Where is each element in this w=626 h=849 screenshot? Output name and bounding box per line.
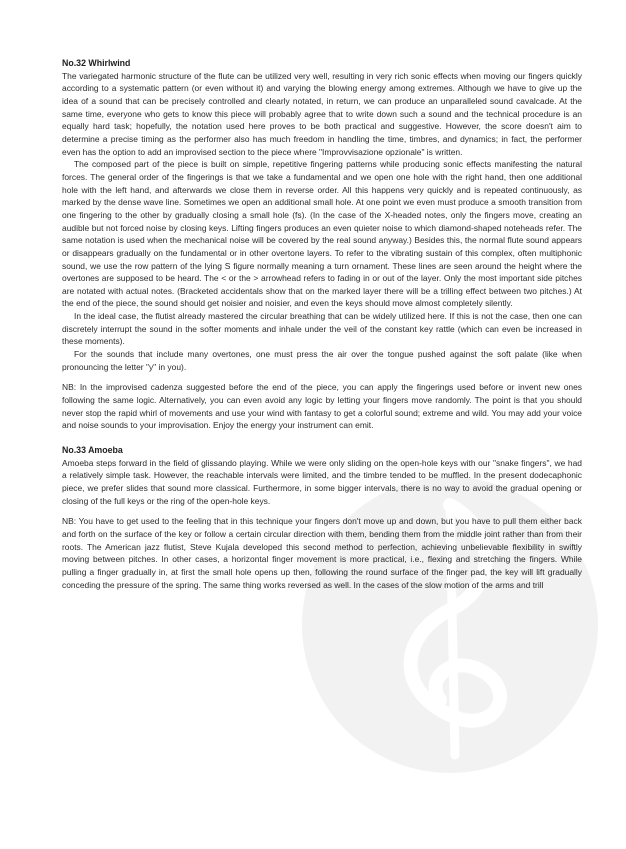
paragraph: Amoeba steps forward in the field of glissando playing. While we were only sliding on the open-hole keys with our "snake fingers", we had a relatively simple task. However, the reachable intervals were limited, and the timbre tended to be muffled. In the present dodecaphonic piece, we prefer slides that sound more classical. Furthermore, in some bigger intervals, there is no way to avoid the gradual opening or closing of the full keys or the ring of the open-hole keys.	[62, 457, 582, 506]
paragraph: The variegated harmonic structure of the flute can be utilized very well, resulting in very rich sonic effects when moving our fingers quickly according to a systematic pattern (or even without it) and varying the blowing energy among extremes. Although we have to give up the idea of a sound that can be precisely controlled and clearly notated, in return, we can produce an unparalleled sound cavalcade. At the same time, everyone who gets to know this piece will probably agree that to write down such a sound and the technical procedure is an equally hard task; hopefully, the notation used here proves to be both practical and suggestive. However, the score doesn't aim to determine a precise timing as the performer also has much freedom in handling the time, timbres, and dynamics; in fact, the performer even has the option to add an improvised section to the piece where "Improvvisazione opzionale" is written.	[62, 70, 582, 157]
paragraph: For the sounds that include many overtones, one must press the air over the tongue pushed against the soft palate (like when pronouncing the letter "y" in you).	[62, 349, 582, 372]
section-title-amoeba: No.33 Amoeba	[62, 445, 123, 456]
nb-note: NB: In the improvised cadenza suggested before the end of the piece, you can apply the fingerings used before or invent new ones following the same logic. Alternatively, you can even avoid any logic by letting your fingers move randomly. The point is that you should never stop the rapid whirl of movements and use your wind with fantasy to get a colorful sound; extreme and wild. You may add your voice and noise sounds to your improvisation. Enjoy the energy your instrument can emit.	[62, 382, 582, 431]
nb-note: NB: You have to get used to the feeling that in this technique your fingers don't move up and down, but you have to pull them either back and forth on the surface of the key or follow a certain circular direction with them, bending them from the middle joint rather than from their roots. The American jazz flutist, Steve Kujala developed this second method to perfection, achieving unbelievable flexibility in swiftly moving between pitches. In other cases, a horizontal finger movement is more practical, i.e., flexing and stretching the fingers. While pulling a finger gradually in, at first the small hole opens up then, following the round surface of the finger pad, the key will lift gradually conceding the pressure of the spring. The same thing works reversed as well. In the cases of the slow motion of the arms and trill	[62, 516, 582, 590]
section-title-whirlwind: No.32 Whirlwind	[62, 58, 131, 68]
paragraph: The composed part of the piece is built on simple, repetitive fingering patterns while producing sonic effects manifesting the natural forces. The general order of the fingerings is that we take a fundamental and we open one hole with the right hand, then one additional hole with the left hand, and afterwards we close them in reverse order. All this happens very quickly and is repeated continuously, as marked by the dense wave line. Sometimes we open an additional small hole. At one point we even must produce a smooth transition from one fingering to the other by gradually closing a small hole (fs). (In the case of the X-headed notes, only the fingers move, creating an audible but not forced noise by closing keys. Lifting fingers produces an even quieter noise to which diamond-shaped noteheads refer. The same notation is used when the mechanical noise will be covered by the real sound anyway.) Besides this, the normal flute sound appears or disappears gradually on the fundamental or in other overtone layers. To refer to the vibrating sustain of this complex, often multiphonic sound, we use the row pattern of the lying S figure normally meaning a turn ornament. These lines are seen around the height where the overtones are supposed to be heard. The < or the > arrowhead refers to fading in or out of the layer. Only the most important side pitches are notated with actual notes. (Bracketed accidentals show that on the marked layer there will be a trilling effect between two pitches.) At the end of the piece, the sound should get noisier and noisier, and even the keys should move almost completely silently.	[62, 159, 582, 309]
page-content	[62, 57, 582, 591]
paragraph: In the ideal case, the flutist already mastered the circular breathing that can be widely utilized here. If this is not the case, then one can discretely interrupt the sound in the softer moments and inhale under the veil of the constant key rattle (which can even be increased in these moments).	[62, 311, 582, 347]
